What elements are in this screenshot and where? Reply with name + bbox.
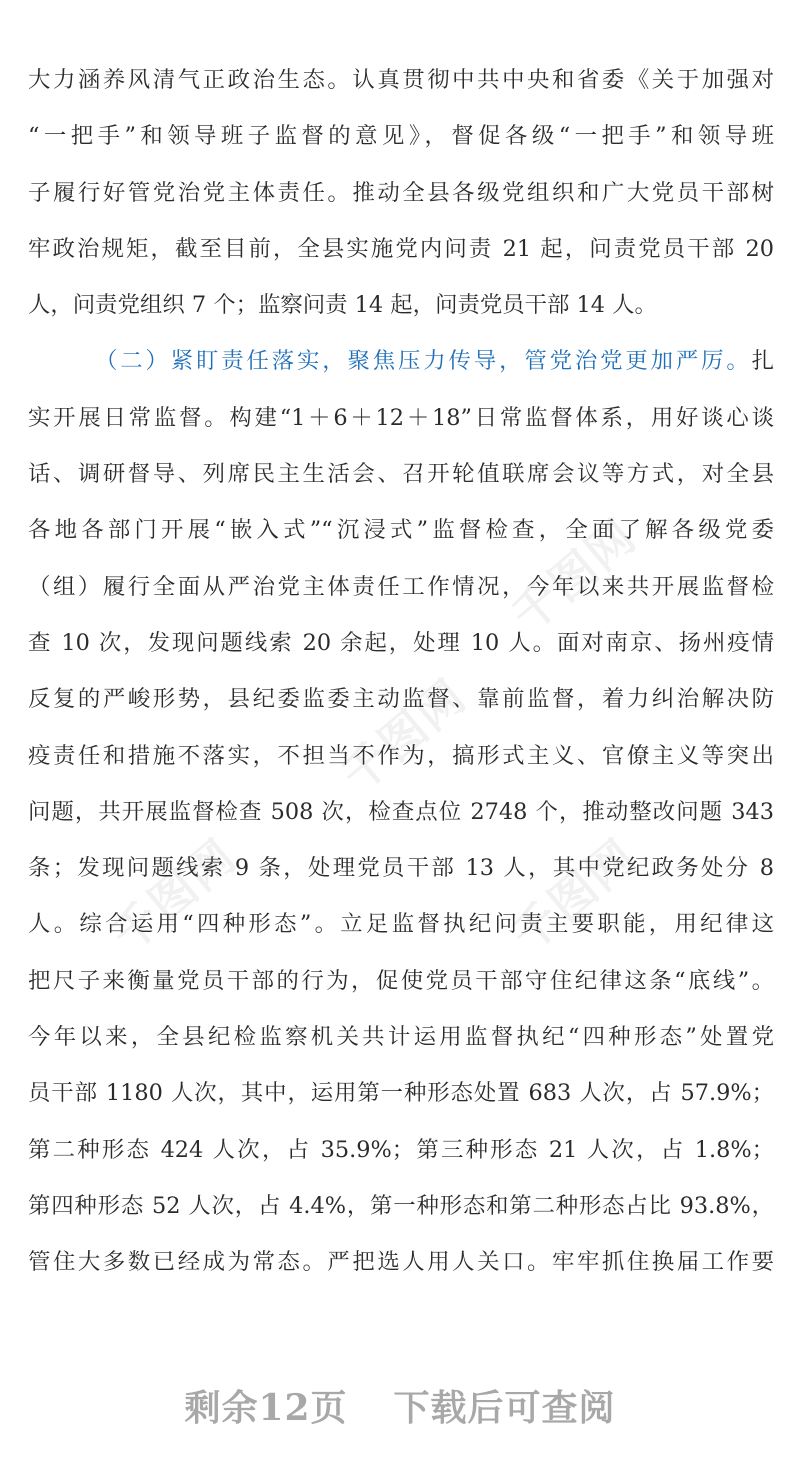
text-line: 人。综合运用“四种形态”。立足监督执纪问责主要职能，用纪律这 xyxy=(28,911,774,938)
text-line: 把尺子来衡量党员干部的行为，促使党员干部守住纪律这条“底线”。 xyxy=(28,967,774,994)
download-prompt-label[interactable]: 下载后可查阅 xyxy=(393,1387,616,1429)
text-line: 查 10 次，发现问题线索 20 余起，处理 10 人。面对南京、扬州疫情 xyxy=(28,629,774,656)
text-line: 话、调研督导、列席民主生活会、召开轮值联席会议等方式，对全县 xyxy=(28,461,774,488)
text-line: 管住大多数已经成为常态。严把选人用人关口。牢牢抓住换届工作要 xyxy=(28,1249,774,1276)
text-line: 今年以来，全县纪检监察机关共计运用监督执纪“四种形态”处置党 xyxy=(28,1024,774,1051)
section-heading: （二）紧盯责任落实，聚焦压力传导，管党治党更加严厉。 xyxy=(95,348,752,375)
text-line: （组）履行全面从严治党主体责任工作情况，今年以来共开展监督检 xyxy=(28,573,774,600)
text-line: 第四种形态 52 人次，占 4.4%，第一种形态和第二种形态占比 93.8%， xyxy=(28,1192,774,1219)
watermark-logo: 千图网 xyxy=(501,828,647,963)
watermark-logo: 千图网 xyxy=(101,828,247,963)
text-line: 员干部 1180 人次，其中，运用第一种形态处置 683 人次，占 57.9%； xyxy=(28,1080,774,1107)
text-line: “一把手”和领导班子监督的意见》，督促各级“一把手”和领导班 xyxy=(28,123,774,150)
section-heading-line xyxy=(28,339,774,395)
text-line: 问题，共开展监督检查 508 次，检查点位 2748 个，推动整改问题 343 xyxy=(28,798,774,825)
text-line: 子履行好管党治党主体责任。推动全县各级党组织和广大党员干部树 xyxy=(28,179,774,206)
document-body xyxy=(28,58,774,1297)
text-line: 反复的严峻形势，县纪委监委主动监督、靠前监督，着力纠治解决防 xyxy=(28,686,774,713)
remaining-pages-label: 剩余12页 xyxy=(184,1387,348,1429)
text-line-tail: 扎 xyxy=(751,348,774,375)
text-line: 牢政治规矩，截至目前，全县实施党内问责 21 起，问责党员干部 20 xyxy=(28,235,774,262)
text-line: 大力涵养风清气正政治生态。认真贯彻中共中央和省委《关于加强对 xyxy=(28,67,774,93)
text-line: 人，问责党组织 7 个；监察问责 14 起，问责党员干部 14 人。 xyxy=(28,292,657,319)
text-line: 第二种形态 424 人次，占 35.9%；第三种形态 21 人次，占 1.8%； xyxy=(28,1136,774,1163)
text-line: 疫责任和措施不落实，不担当不作为，搞形式主义、官僚主义等突出 xyxy=(28,742,774,769)
text-line: 条；发现问题线索 9 条，处理党员干部 13 人，其中党纪政务处分 8 xyxy=(28,855,774,882)
text-line: 实开展日常监督。构建“1＋6＋12＋18”日常监督体系，用好谈心谈 xyxy=(28,404,774,431)
download-banner[interactable] xyxy=(0,1378,800,1438)
text-line: 各地各部门开展“嵌入式”“沉浸式”监督检查，全面了解各级党委 xyxy=(28,517,774,544)
watermark-logo: 千图网 xyxy=(331,668,477,803)
watermark-logo: 千图网 xyxy=(501,508,647,643)
